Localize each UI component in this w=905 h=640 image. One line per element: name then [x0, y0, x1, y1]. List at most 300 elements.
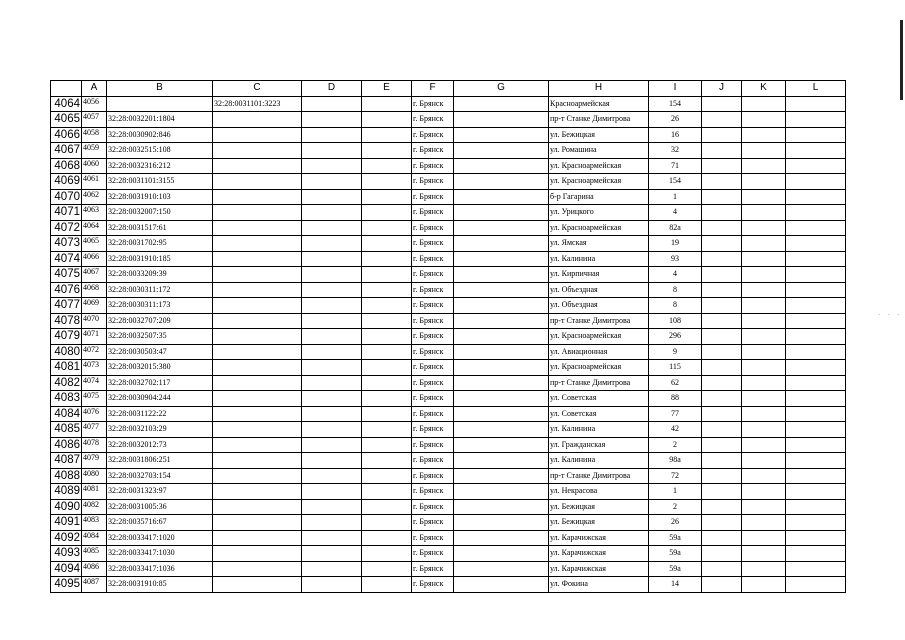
cell-h[interactable]: ул. Бежицкая: [549, 127, 649, 143]
cell-g[interactable]: [454, 468, 549, 484]
cell-e[interactable]: [362, 484, 412, 500]
column-header-l[interactable]: L: [786, 81, 846, 97]
cell-j[interactable]: [702, 189, 742, 205]
cell-f[interactable]: г. Брянск: [412, 391, 454, 407]
cell-d[interactable]: [302, 205, 362, 221]
cell-b[interactable]: 32:28:0032507:35: [107, 329, 213, 345]
cell-a[interactable]: 4070: [82, 313, 107, 329]
cell-c[interactable]: [213, 174, 302, 190]
cell-a[interactable]: 4085: [82, 546, 107, 562]
cell-a[interactable]: 4066: [82, 251, 107, 267]
cell-c[interactable]: [213, 360, 302, 376]
cell-c[interactable]: [213, 313, 302, 329]
cell-b[interactable]: 32:28:0031910:185: [107, 251, 213, 267]
cell-k[interactable]: [742, 577, 786, 593]
row-number-cell[interactable]: 4094: [51, 561, 82, 577]
cell-h[interactable]: пр-т Станке Димитрова: [549, 112, 649, 128]
cell-b[interactable]: 32:28:0035716:67: [107, 515, 213, 531]
cell-j[interactable]: [702, 329, 742, 345]
column-header-a[interactable]: A: [82, 81, 107, 97]
cell-e[interactable]: [362, 174, 412, 190]
cell-j[interactable]: [702, 251, 742, 267]
cell-b[interactable]: 32:28:0032316:212: [107, 158, 213, 174]
cell-e[interactable]: [362, 236, 412, 252]
cell-a[interactable]: 4072: [82, 344, 107, 360]
row-number-cell[interactable]: 4095: [51, 577, 82, 593]
cell-b[interactable]: 32:28:0033417:1036: [107, 561, 213, 577]
cell-f[interactable]: г. Брянск: [412, 329, 454, 345]
row-number-cell[interactable]: 4070: [51, 189, 82, 205]
cell-l[interactable]: [786, 453, 846, 469]
cell-i[interactable]: 32: [649, 143, 702, 159]
cell-d[interactable]: [302, 344, 362, 360]
cell-k[interactable]: [742, 561, 786, 577]
cell-k[interactable]: [742, 158, 786, 174]
cell-c[interactable]: [213, 189, 302, 205]
cell-i[interactable]: 42: [649, 422, 702, 438]
row-number-cell[interactable]: 4087: [51, 453, 82, 469]
cell-j[interactable]: [702, 298, 742, 314]
cell-l[interactable]: [786, 577, 846, 593]
cell-k[interactable]: [742, 127, 786, 143]
cell-d[interactable]: [302, 112, 362, 128]
cell-g[interactable]: [454, 360, 549, 376]
cell-g[interactable]: [454, 530, 549, 546]
cell-i[interactable]: 154: [649, 174, 702, 190]
cell-c[interactable]: [213, 453, 302, 469]
cell-j[interactable]: [702, 205, 742, 221]
cell-j[interactable]: [702, 577, 742, 593]
row-number-cell[interactable]: 4071: [51, 205, 82, 221]
cell-i[interactable]: 2: [649, 499, 702, 515]
cell-a[interactable]: 4064: [82, 220, 107, 236]
cell-e[interactable]: [362, 453, 412, 469]
cell-l[interactable]: [786, 96, 846, 112]
cell-h[interactable]: ул. Калинина: [549, 422, 649, 438]
cell-c[interactable]: [213, 468, 302, 484]
cell-g[interactable]: [454, 375, 549, 391]
cell-h[interactable]: пр-т Станке Димитрова: [549, 468, 649, 484]
cell-i[interactable]: 4: [649, 267, 702, 283]
cell-c[interactable]: [213, 577, 302, 593]
cell-e[interactable]: [362, 391, 412, 407]
cell-l[interactable]: [786, 267, 846, 283]
cell-k[interactable]: [742, 437, 786, 453]
cell-c[interactable]: 32:28:0031101:3223: [213, 96, 302, 112]
cell-c[interactable]: [213, 298, 302, 314]
cell-a[interactable]: 4081: [82, 484, 107, 500]
cell-d[interactable]: [302, 484, 362, 500]
cell-f[interactable]: г. Брянск: [412, 360, 454, 376]
cell-e[interactable]: [362, 406, 412, 422]
cell-b[interactable]: 32:28:0030902:846: [107, 127, 213, 143]
cell-l[interactable]: [786, 189, 846, 205]
cell-g[interactable]: [454, 329, 549, 345]
cell-d[interactable]: [302, 189, 362, 205]
cell-d[interactable]: [302, 158, 362, 174]
row-number-cell[interactable]: 4068: [51, 158, 82, 174]
cell-d[interactable]: [302, 96, 362, 112]
cell-d[interactable]: [302, 375, 362, 391]
cell-g[interactable]: [454, 406, 549, 422]
cell-l[interactable]: [786, 530, 846, 546]
cell-b[interactable]: 32:28:0032103:29: [107, 422, 213, 438]
cell-e[interactable]: [362, 267, 412, 283]
cell-c[interactable]: [213, 127, 302, 143]
cell-g[interactable]: [454, 158, 549, 174]
cell-g[interactable]: [454, 484, 549, 500]
cell-d[interactable]: [302, 220, 362, 236]
cell-e[interactable]: [362, 127, 412, 143]
row-number-cell[interactable]: 4083: [51, 391, 82, 407]
cell-b[interactable]: 32:28:0032707:209: [107, 313, 213, 329]
row-number-cell[interactable]: 4081: [51, 360, 82, 376]
cell-b[interactable]: 32:28:0033417:1020: [107, 530, 213, 546]
cell-g[interactable]: [454, 251, 549, 267]
cell-d[interactable]: [302, 422, 362, 438]
cell-f[interactable]: г. Брянск: [412, 530, 454, 546]
row-number-cell[interactable]: 4065: [51, 112, 82, 128]
cell-j[interactable]: [702, 530, 742, 546]
cell-i[interactable]: 72: [649, 468, 702, 484]
cell-j[interactable]: [702, 174, 742, 190]
cell-f[interactable]: г. Брянск: [412, 468, 454, 484]
cell-d[interactable]: [302, 251, 362, 267]
cell-b[interactable]: 32:28:0032007:150: [107, 205, 213, 221]
cell-j[interactable]: [702, 561, 742, 577]
cell-c[interactable]: [213, 236, 302, 252]
cell-f[interactable]: г. Брянск: [412, 437, 454, 453]
cell-b[interactable]: 32:28:0031806:251: [107, 453, 213, 469]
row-number-cell[interactable]: 4093: [51, 546, 82, 562]
column-header-f[interactable]: F: [412, 81, 454, 97]
cell-e[interactable]: [362, 437, 412, 453]
cell-h[interactable]: ул. Калинина: [549, 453, 649, 469]
cell-k[interactable]: [742, 282, 786, 298]
cell-k[interactable]: [742, 236, 786, 252]
cell-l[interactable]: [786, 329, 846, 345]
cell-e[interactable]: [362, 143, 412, 159]
cell-l[interactable]: [786, 499, 846, 515]
cell-h[interactable]: ул. Авиационная: [549, 344, 649, 360]
cell-b[interactable]: 32:28:0031005:36: [107, 499, 213, 515]
cell-i[interactable]: 115: [649, 360, 702, 376]
cell-d[interactable]: [302, 468, 362, 484]
cell-c[interactable]: [213, 422, 302, 438]
cell-d[interactable]: [302, 174, 362, 190]
cell-e[interactable]: [362, 96, 412, 112]
cell-k[interactable]: [742, 251, 786, 267]
cell-k[interactable]: [742, 515, 786, 531]
cell-j[interactable]: [702, 158, 742, 174]
column-header-k[interactable]: K: [742, 81, 786, 97]
cell-e[interactable]: [362, 530, 412, 546]
cell-f[interactable]: г. Брянск: [412, 158, 454, 174]
cell-j[interactable]: [702, 515, 742, 531]
cell-k[interactable]: [742, 499, 786, 515]
cell-i[interactable]: 77: [649, 406, 702, 422]
cell-f[interactable]: г. Брянск: [412, 422, 454, 438]
row-number-cell[interactable]: 4072: [51, 220, 82, 236]
cell-i[interactable]: 2: [649, 437, 702, 453]
cell-h[interactable]: ул. Красноармейская: [549, 329, 649, 345]
cell-h[interactable]: ул. Объездная: [549, 298, 649, 314]
cell-a[interactable]: 4073: [82, 360, 107, 376]
cell-j[interactable]: [702, 143, 742, 159]
cell-j[interactable]: [702, 220, 742, 236]
cell-d[interactable]: [302, 267, 362, 283]
cell-d[interactable]: [302, 406, 362, 422]
cell-b[interactable]: 32:28:0032702:117: [107, 375, 213, 391]
cell-c[interactable]: [213, 205, 302, 221]
cell-i[interactable]: 59а: [649, 546, 702, 562]
cell-f[interactable]: г. Брянск: [412, 174, 454, 190]
cell-c[interactable]: [213, 329, 302, 345]
row-number-cell[interactable]: 4092: [51, 530, 82, 546]
cell-e[interactable]: [362, 158, 412, 174]
cell-h[interactable]: ул. Советская: [549, 406, 649, 422]
cell-j[interactable]: [702, 468, 742, 484]
cell-k[interactable]: [742, 484, 786, 500]
cell-e[interactable]: [362, 220, 412, 236]
column-header-j[interactable]: J: [702, 81, 742, 97]
cell-g[interactable]: [454, 422, 549, 438]
column-header-e[interactable]: E: [362, 81, 412, 97]
cell-a[interactable]: 4078: [82, 437, 107, 453]
cell-f[interactable]: г. Брянск: [412, 267, 454, 283]
row-number-cell[interactable]: 4084: [51, 406, 82, 422]
cell-g[interactable]: [454, 127, 549, 143]
cell-f[interactable]: г. Брянск: [412, 484, 454, 500]
cell-a[interactable]: 4061: [82, 174, 107, 190]
cell-d[interactable]: [302, 313, 362, 329]
cell-a[interactable]: 4056: [82, 96, 107, 112]
cell-g[interactable]: [454, 143, 549, 159]
cell-d[interactable]: [302, 127, 362, 143]
cell-l[interactable]: [786, 515, 846, 531]
cell-f[interactable]: г. Брянск: [412, 143, 454, 159]
cell-c[interactable]: [213, 546, 302, 562]
cell-i[interactable]: 26: [649, 112, 702, 128]
cell-a[interactable]: 4071: [82, 329, 107, 345]
row-number-cell[interactable]: 4078: [51, 313, 82, 329]
cell-j[interactable]: [702, 422, 742, 438]
cell-a[interactable]: 4087: [82, 577, 107, 593]
cell-f[interactable]: г. Брянск: [412, 406, 454, 422]
cell-f[interactable]: г. Брянск: [412, 344, 454, 360]
row-number-cell[interactable]: 4088: [51, 468, 82, 484]
cell-g[interactable]: [454, 344, 549, 360]
cell-d[interactable]: [302, 329, 362, 345]
cell-h[interactable]: ул. Карачижская: [549, 530, 649, 546]
row-number-cell[interactable]: 4066: [51, 127, 82, 143]
corner-cell[interactable]: [51, 81, 82, 97]
cell-e[interactable]: [362, 112, 412, 128]
cell-e[interactable]: [362, 189, 412, 205]
cell-i[interactable]: 62: [649, 375, 702, 391]
row-number-cell[interactable]: 4090: [51, 499, 82, 515]
cell-f[interactable]: г. Брянск: [412, 251, 454, 267]
cell-l[interactable]: [786, 236, 846, 252]
cell-g[interactable]: [454, 313, 549, 329]
cell-k[interactable]: [742, 205, 786, 221]
cell-d[interactable]: [302, 298, 362, 314]
cell-d[interactable]: [302, 546, 362, 562]
cell-b[interactable]: 32:28:0032515:108: [107, 143, 213, 159]
cell-d[interactable]: [302, 577, 362, 593]
column-header-h[interactable]: H: [549, 81, 649, 97]
cell-f[interactable]: г. Брянск: [412, 561, 454, 577]
cell-k[interactable]: [742, 468, 786, 484]
cell-a[interactable]: 4075: [82, 391, 107, 407]
cell-a[interactable]: 4077: [82, 422, 107, 438]
cell-g[interactable]: [454, 561, 549, 577]
cell-b[interactable]: 32:28:0033209:39: [107, 267, 213, 283]
cell-a[interactable]: 4083: [82, 515, 107, 531]
cell-j[interactable]: [702, 437, 742, 453]
cell-j[interactable]: [702, 236, 742, 252]
row-number-cell[interactable]: 4067: [51, 143, 82, 159]
cell-a[interactable]: 4062: [82, 189, 107, 205]
cell-l[interactable]: [786, 205, 846, 221]
cell-i[interactable]: 98а: [649, 453, 702, 469]
cell-b[interactable]: 32:28:0030503:47: [107, 344, 213, 360]
cell-h[interactable]: ул. Красноармейская: [549, 360, 649, 376]
cell-f[interactable]: г. Брянск: [412, 127, 454, 143]
column-header-b[interactable]: B: [107, 81, 213, 97]
cell-l[interactable]: [786, 344, 846, 360]
cell-c[interactable]: [213, 251, 302, 267]
cell-e[interactable]: [362, 577, 412, 593]
cell-k[interactable]: [742, 112, 786, 128]
cell-a[interactable]: 4067: [82, 267, 107, 283]
cell-l[interactable]: [786, 360, 846, 376]
cell-g[interactable]: [454, 236, 549, 252]
cell-f[interactable]: г. Брянск: [412, 220, 454, 236]
cell-l[interactable]: [786, 422, 846, 438]
cell-j[interactable]: [702, 267, 742, 283]
cell-b[interactable]: 32:28:0030311:173: [107, 298, 213, 314]
cell-c[interactable]: [213, 437, 302, 453]
cell-i[interactable]: 8: [649, 282, 702, 298]
cell-c[interactable]: [213, 484, 302, 500]
cell-h[interactable]: Красноармейская: [549, 96, 649, 112]
cell-g[interactable]: [454, 515, 549, 531]
cell-k[interactable]: [742, 329, 786, 345]
cell-j[interactable]: [702, 375, 742, 391]
cell-h[interactable]: ул. Красноармейская: [549, 174, 649, 190]
cell-k[interactable]: [742, 453, 786, 469]
cell-c[interactable]: [213, 515, 302, 531]
cell-i[interactable]: 1: [649, 484, 702, 500]
cell-h[interactable]: ул. Бежицкая: [549, 515, 649, 531]
cell-g[interactable]: [454, 189, 549, 205]
cell-h[interactable]: ул. Красноармейская: [549, 158, 649, 174]
cell-b[interactable]: 32:28:0033417:1030: [107, 546, 213, 562]
cell-l[interactable]: [786, 546, 846, 562]
cell-c[interactable]: [213, 344, 302, 360]
cell-e[interactable]: [362, 360, 412, 376]
cell-b[interactable]: 32:28:0031517:61: [107, 220, 213, 236]
cell-k[interactable]: [742, 220, 786, 236]
cell-b[interactable]: 32:28:0032201:1804: [107, 112, 213, 128]
cell-l[interactable]: [786, 112, 846, 128]
cell-l[interactable]: [786, 313, 846, 329]
cell-d[interactable]: [302, 391, 362, 407]
cell-c[interactable]: [213, 375, 302, 391]
cell-e[interactable]: [362, 515, 412, 531]
cell-j[interactable]: [702, 112, 742, 128]
cell-l[interactable]: [786, 298, 846, 314]
cell-a[interactable]: 4068: [82, 282, 107, 298]
cell-f[interactable]: г. Брянск: [412, 96, 454, 112]
cell-a[interactable]: 4059: [82, 143, 107, 159]
cell-l[interactable]: [786, 561, 846, 577]
cell-l[interactable]: [786, 174, 846, 190]
cell-l[interactable]: [786, 391, 846, 407]
cell-l[interactable]: [786, 282, 846, 298]
cell-i[interactable]: 9: [649, 344, 702, 360]
cell-g[interactable]: [454, 112, 549, 128]
row-number-cell[interactable]: 4077: [51, 298, 82, 314]
cell-i[interactable]: 16: [649, 127, 702, 143]
cell-b[interactable]: 32:28:0030311:172: [107, 282, 213, 298]
cell-i[interactable]: 88: [649, 391, 702, 407]
cell-l[interactable]: [786, 220, 846, 236]
cell-h[interactable]: ул. Бежицкая: [549, 499, 649, 515]
cell-j[interactable]: [702, 546, 742, 562]
cell-f[interactable]: г. Брянск: [412, 546, 454, 562]
cell-i[interactable]: 59а: [649, 530, 702, 546]
cell-f[interactable]: г. Брянск: [412, 515, 454, 531]
cell-k[interactable]: [742, 143, 786, 159]
cell-h[interactable]: б-р Гагарина: [549, 189, 649, 205]
cell-a[interactable]: 4060: [82, 158, 107, 174]
cell-e[interactable]: [362, 282, 412, 298]
row-number-cell[interactable]: 4089: [51, 484, 82, 500]
cell-k[interactable]: [742, 530, 786, 546]
cell-e[interactable]: [362, 561, 412, 577]
cell-j[interactable]: [702, 484, 742, 500]
cell-f[interactable]: г. Брянск: [412, 499, 454, 515]
column-header-d[interactable]: D: [302, 81, 362, 97]
cell-h[interactable]: ул. Ромашина: [549, 143, 649, 159]
cell-b[interactable]: 32:28:0031101:3155: [107, 174, 213, 190]
cell-k[interactable]: [742, 298, 786, 314]
row-number-cell[interactable]: 4076: [51, 282, 82, 298]
cell-g[interactable]: [454, 96, 549, 112]
cell-a[interactable]: 4063: [82, 205, 107, 221]
cell-k[interactable]: [742, 422, 786, 438]
cell-d[interactable]: [302, 453, 362, 469]
cell-k[interactable]: [742, 174, 786, 190]
cell-f[interactable]: г. Брянск: [412, 236, 454, 252]
cell-g[interactable]: [454, 220, 549, 236]
cell-j[interactable]: [702, 499, 742, 515]
row-number-cell[interactable]: 4091: [51, 515, 82, 531]
cell-l[interactable]: [786, 143, 846, 159]
cell-b[interactable]: 32:28:0031122:22: [107, 406, 213, 422]
cell-h[interactable]: пр-т Станке Димитрова: [549, 375, 649, 391]
cell-k[interactable]: [742, 360, 786, 376]
cell-e[interactable]: [362, 251, 412, 267]
cell-c[interactable]: [213, 282, 302, 298]
cell-h[interactable]: ул. Карачижская: [549, 546, 649, 562]
column-header-g[interactable]: G: [454, 81, 549, 97]
cell-j[interactable]: [702, 360, 742, 376]
cell-g[interactable]: [454, 205, 549, 221]
cell-c[interactable]: [213, 391, 302, 407]
